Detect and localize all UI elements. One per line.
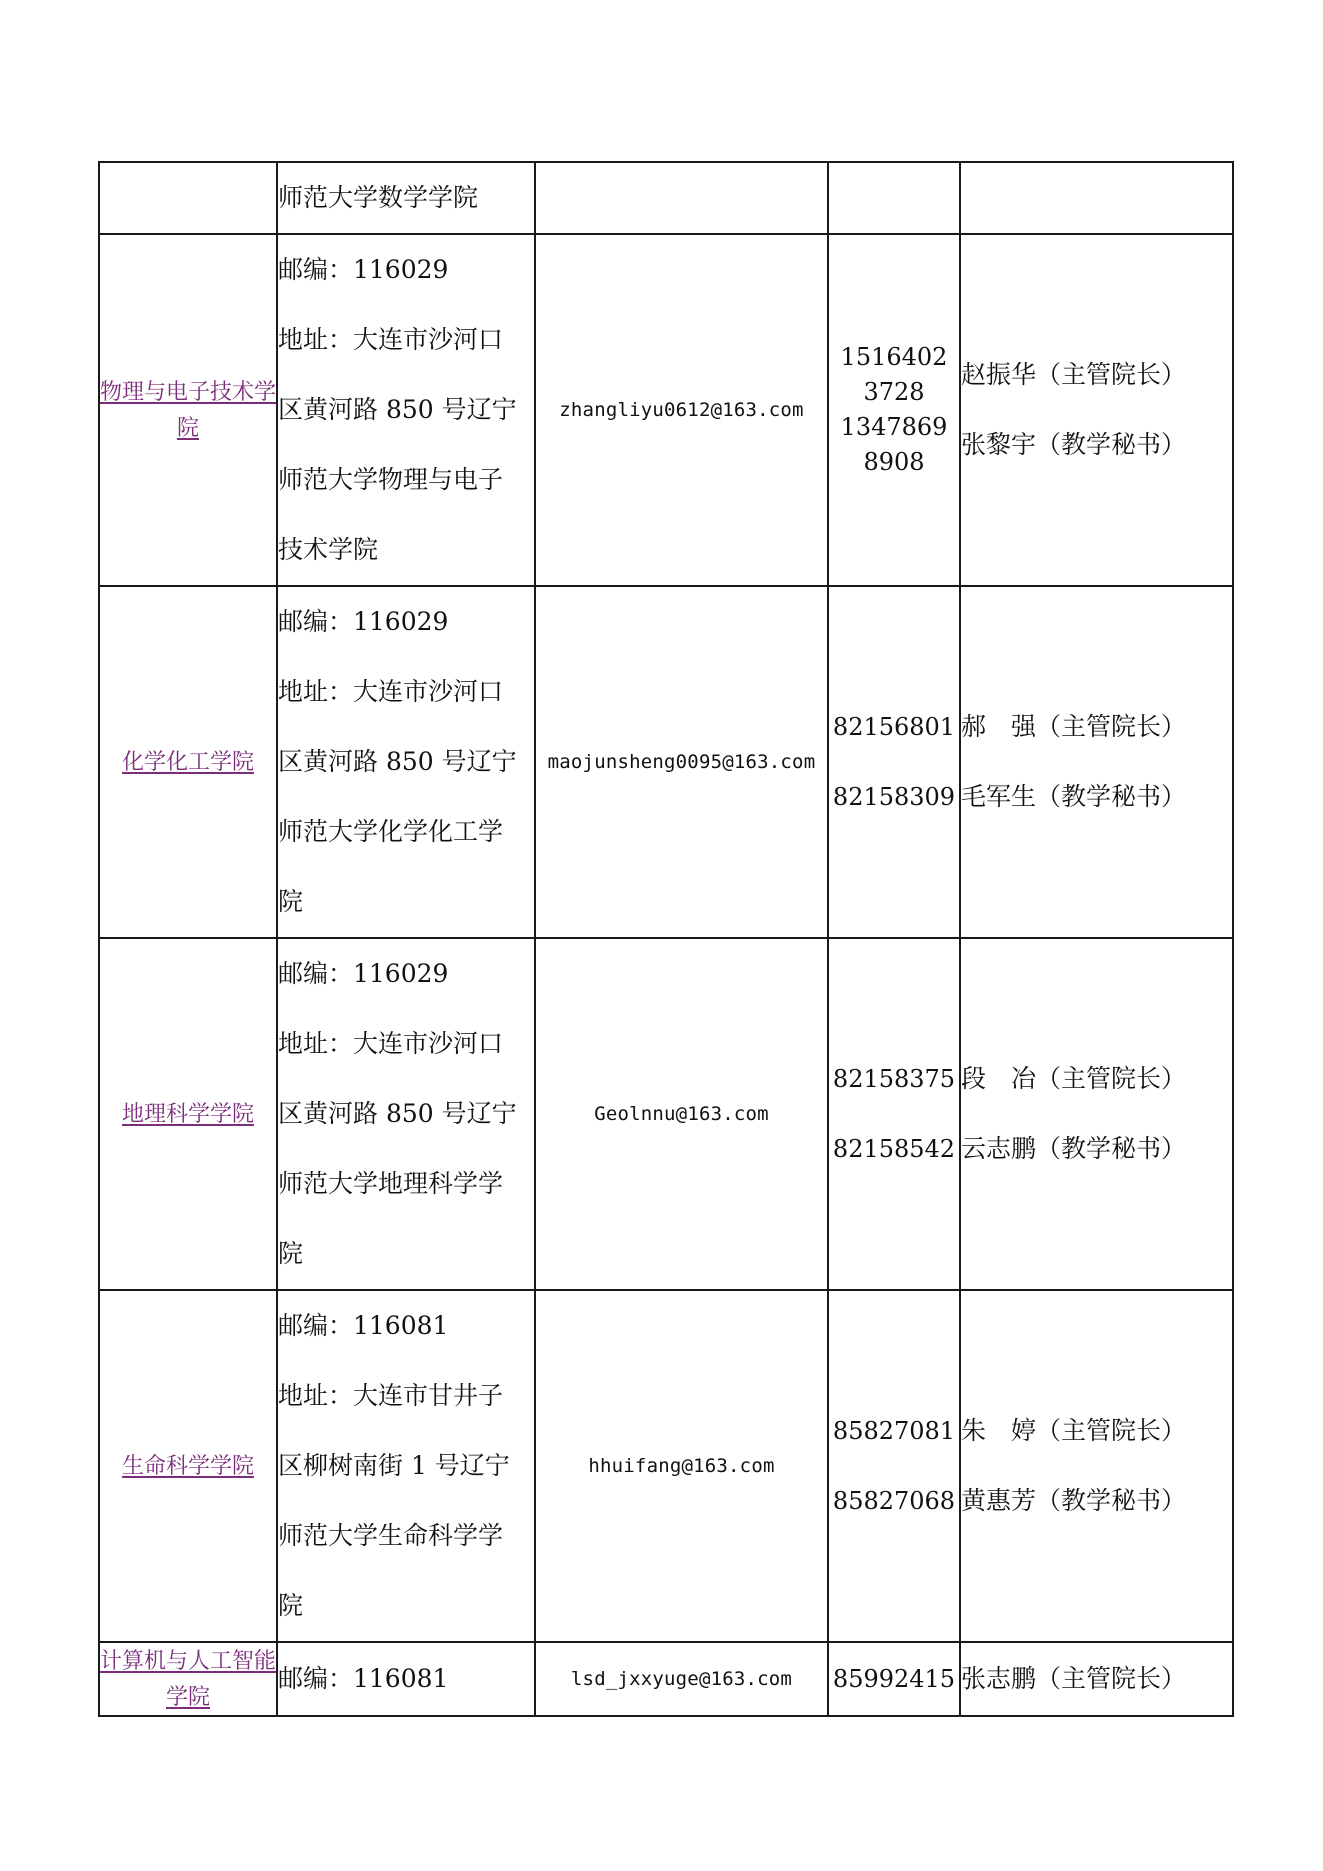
contact-person: 毛军生（教学秘书） bbox=[961, 782, 1187, 811]
address-line: 区黄河路 850 号辽宁 bbox=[278, 395, 517, 424]
address-line: 邮编：116081 bbox=[278, 1311, 449, 1340]
contact-person-cell bbox=[960, 234, 1233, 586]
address-line: 区柳树南街 1 号辽宁 bbox=[278, 1451, 510, 1480]
address-cell bbox=[277, 586, 535, 938]
phone-number: 82158309 bbox=[832, 783, 956, 811]
address-line: 地址：大连市沙河口 bbox=[278, 677, 504, 706]
contact-person: 张志鹏（主管院长） bbox=[961, 1664, 1187, 1693]
address-line: 邮编：116029 bbox=[278, 607, 449, 636]
contact-person: 郝 强（主管院长） bbox=[961, 712, 1187, 741]
college-contact-table bbox=[98, 161, 1234, 1717]
address-line: 地址：大连市沙河口 bbox=[278, 325, 504, 354]
college-link-physics[interactable]: 物理与电子技术学院 bbox=[100, 379, 277, 440]
phone-cell bbox=[828, 1642, 960, 1716]
email-cell: maojunsheng0095@163.com bbox=[535, 586, 828, 938]
contact-person-cell bbox=[960, 938, 1233, 1290]
table-row bbox=[99, 234, 1233, 586]
college-cell bbox=[99, 586, 277, 938]
phone-cell bbox=[828, 234, 960, 586]
address-line: 师范大学数学学院 bbox=[278, 183, 479, 212]
address-line: 邮编：116081 bbox=[278, 1664, 449, 1693]
email-cell: zhangliyu0612@163.com bbox=[535, 234, 828, 586]
phone-number: 13478698908 bbox=[840, 413, 948, 476]
table-row bbox=[99, 162, 1233, 234]
college-link-computer-ai[interactable]: 计算机与人工智能学院 bbox=[100, 1648, 277, 1709]
phone-cell bbox=[828, 586, 960, 938]
contact-person: 赵振华（主管院长） bbox=[961, 360, 1187, 389]
address-cell bbox=[277, 234, 535, 586]
college-cell bbox=[99, 938, 277, 1290]
college-link-life-science[interactable]: 生命科学学院 bbox=[121, 1453, 254, 1478]
contact-person-cell bbox=[960, 586, 1233, 938]
address-line: 师范大学物理与电子 bbox=[278, 465, 504, 494]
email-cell: hhuifang@163.com bbox=[535, 1290, 828, 1642]
phone-number: 85827068 bbox=[832, 1487, 956, 1515]
college-cell bbox=[99, 162, 277, 234]
address-line: 地址：大连市甘井子 bbox=[278, 1381, 504, 1410]
phone-number: 15164023728 bbox=[840, 343, 948, 406]
address-line: 院 bbox=[278, 1239, 304, 1268]
phone-cell bbox=[828, 938, 960, 1290]
contact-person: 朱 婷（主管院长） bbox=[961, 1416, 1187, 1445]
address-line: 技术学院 bbox=[278, 535, 379, 564]
phone-number: 82158542 bbox=[832, 1135, 956, 1163]
phone-number: 85992415 bbox=[832, 1665, 956, 1693]
address-line: 院 bbox=[278, 1591, 304, 1620]
table-row bbox=[99, 1290, 1233, 1642]
phone-cell bbox=[828, 1290, 960, 1642]
contact-person: 段 冶（主管院长） bbox=[961, 1064, 1187, 1093]
address-line: 区黄河路 850 号辽宁 bbox=[278, 747, 517, 776]
email-cell: lsd_jxxyuge@163.com bbox=[535, 1642, 828, 1716]
table-row bbox=[99, 1642, 1233, 1716]
email-cell: Geolnnu@163.com bbox=[535, 938, 828, 1290]
phone-number: 82156801 bbox=[832, 713, 956, 741]
phone-number: 85827081 bbox=[832, 1417, 956, 1445]
address-line: 院 bbox=[278, 887, 304, 916]
address-line: 师范大学生命科学学 bbox=[278, 1521, 504, 1550]
address-line: 地址：大连市沙河口 bbox=[278, 1029, 504, 1058]
address-cell bbox=[277, 938, 535, 1290]
college-link-chemistry[interactable]: 化学化工学院 bbox=[121, 749, 254, 774]
contact-person-cell bbox=[960, 162, 1233, 234]
email-cell bbox=[535, 162, 828, 234]
phone-cell bbox=[828, 162, 960, 234]
college-cell bbox=[99, 234, 277, 586]
address-cell bbox=[277, 162, 535, 234]
address-line: 师范大学地理科学学 bbox=[278, 1169, 504, 1198]
address-cell bbox=[277, 1642, 535, 1716]
phone-number: 82158375 bbox=[832, 1065, 956, 1093]
address-line: 师范大学化学化工学 bbox=[278, 817, 504, 846]
contact-person: 张黎宇（教学秘书） bbox=[961, 430, 1187, 459]
address-line: 邮编：116029 bbox=[278, 255, 449, 284]
table-row bbox=[99, 586, 1233, 938]
contact-person-cell bbox=[960, 1642, 1233, 1716]
college-link-geography[interactable]: 地理科学学院 bbox=[121, 1101, 254, 1126]
address-line: 邮编：116029 bbox=[278, 959, 449, 988]
contact-person: 黄惠芳（教学秘书） bbox=[961, 1486, 1187, 1515]
college-cell bbox=[99, 1642, 277, 1716]
table-row bbox=[99, 938, 1233, 1290]
college-cell bbox=[99, 1290, 277, 1642]
contact-person-cell bbox=[960, 1290, 1233, 1642]
address-line: 区黄河路 850 号辽宁 bbox=[278, 1099, 517, 1128]
contact-person: 云志鹏（教学秘书） bbox=[961, 1134, 1187, 1163]
address-cell bbox=[277, 1290, 535, 1642]
